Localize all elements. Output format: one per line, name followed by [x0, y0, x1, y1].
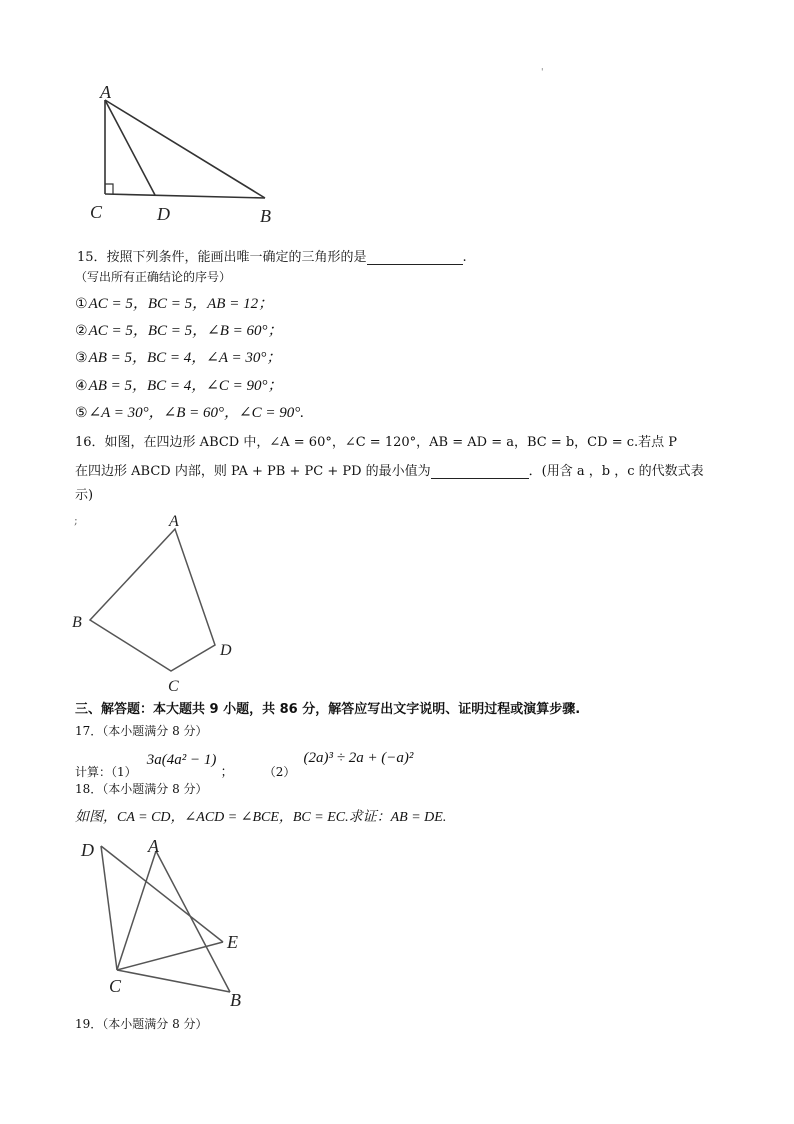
- q15-stem: 15．按照下列条件，能画出唯一确定的三角形的是 .: [77, 250, 467, 265]
- segment-ab: [105, 100, 265, 198]
- q19-header: 19．（本小题满分 8 分）: [75, 1017, 208, 1031]
- segment-dc: [101, 846, 117, 970]
- q18-header: 18．（本小题满分 8 分）: [75, 782, 208, 796]
- q17-expression-1: 3a(4a² − 1): [146, 752, 217, 768]
- q15-option-1: ①AC = 5，BC = 5，AB = 12；: [75, 296, 274, 312]
- vertex-label-c: C: [168, 678, 179, 695]
- section-3-heading: 三、解答题：本大题共 9 小题，共 86 分，解答应写出文字说明、证明过程或演算步骤.: [75, 702, 581, 717]
- q17-header: 17．（本小题满分 8 分）: [75, 724, 208, 738]
- vertex-label-a: A: [169, 513, 179, 530]
- vertex-label-d: D: [157, 204, 170, 224]
- vertex-label-e: E: [227, 932, 238, 952]
- segment-ce: [117, 942, 223, 970]
- q15-note: （写出所有正确结论的序号）: [75, 270, 232, 284]
- q16-line-2: 在四边形 ABCD 内部，则 PA + PB + PC + PD 的最小值为 ．(用含 a ，b ，c 的代数式表: [75, 464, 704, 479]
- segment-de: [101, 846, 223, 942]
- figure-congruent-triangles: [70, 830, 280, 1015]
- vertex-label-a: A: [100, 82, 111, 102]
- q15-option-4: ④AB = 5，BC = 4，∠C = 90°；: [75, 378, 283, 394]
- q15-answer-blank[interactable]: [367, 250, 463, 265]
- q15-option-2: ②AC = 5，BC = 5，∠B = 60°；: [75, 323, 283, 339]
- segment-cb: [117, 970, 230, 992]
- q16-answer-blank[interactable]: [431, 464, 529, 479]
- vertex-label-b: B: [260, 206, 271, 226]
- stray-semicolon: ;: [74, 514, 78, 527]
- segment-ab: [156, 851, 230, 992]
- q15-option-3: ③AB = 5，BC = 4，∠A = 30°；: [75, 350, 282, 366]
- vertex-label-a: A: [148, 836, 159, 856]
- segment-cb: [105, 194, 265, 198]
- quadrilateral-outline: [90, 529, 215, 671]
- vertex-label-b: B: [72, 614, 82, 631]
- vertex-label-d: D: [81, 840, 94, 860]
- stray-mark: ': [541, 68, 544, 78]
- vertex-label-d: D: [220, 642, 232, 659]
- q16-line-3: 示): [75, 488, 94, 503]
- figure-quadrilateral-abcd: [68, 505, 248, 695]
- q17-computation: 计算：（1） 3a(4a² − 1) ； （2） (2a)³ ÷ 2a + (−a)²: [75, 750, 414, 780]
- q17-expression-2: (2a)³ ÷ 2a + (−a)²: [303, 750, 414, 766]
- q18-statement: 如图，CA = CD，∠ACD = ∠BCE，BC = EC.求证：AB = DE.: [75, 810, 447, 825]
- figure-triangle-acb: [80, 78, 290, 228]
- vertex-label-c: C: [109, 976, 122, 996]
- vertex-label-c: C: [90, 202, 103, 222]
- right-angle-mark: [105, 184, 113, 194]
- q15-option-5: ⑤∠A = 30°，∠B = 60°，∠C = 90°.: [75, 405, 304, 421]
- segment-ad: [105, 100, 155, 195]
- segment-ca: [117, 851, 156, 970]
- vertex-label-b: B: [230, 990, 241, 1010]
- q16-line-1: 16．如图，在四边形 ABCD 中，∠A = 60°，∠C = 120°，AB = AD = a，BC = b，CD = c.若点 P: [75, 435, 678, 450]
